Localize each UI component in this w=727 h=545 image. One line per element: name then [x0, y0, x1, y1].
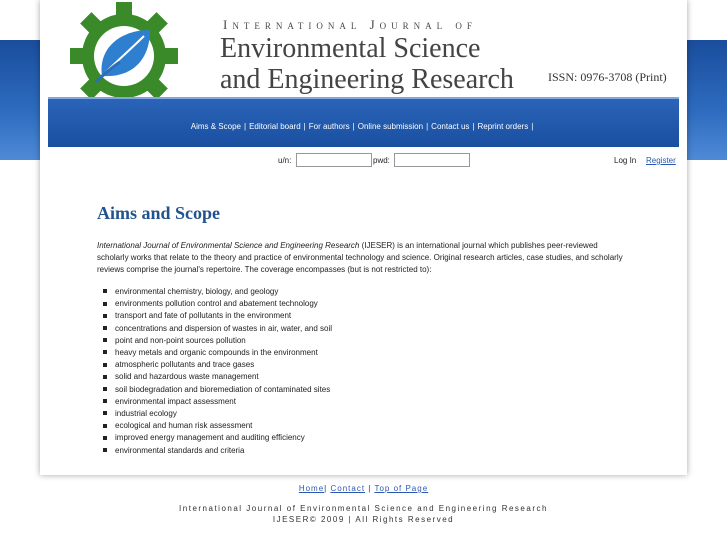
nav-contact-us[interactable]: Contact us [431, 122, 470, 131]
gear-leaf-logo-icon [66, 2, 182, 110]
list-item: improved energy management and auditing efficiency [103, 432, 630, 444]
main-nav: Aims & Scope | Editorial board | For authors | Online submission | Contact us | Reprint orders | [48, 97, 679, 147]
bullet-icon [103, 424, 107, 428]
bullet-icon [103, 436, 107, 440]
footer-copyright: IJESER© 2009 | All Rights Reserved [272, 515, 455, 524]
list-item: soil biodegradation and bioremediation of contaminated sites [103, 384, 630, 396]
intro-journal-name: International Journal of Environmental Science and Engineering Research [97, 241, 360, 250]
bullet-icon [103, 399, 107, 403]
list-item: environmental standards and criteria [103, 445, 630, 457]
nav-editorial-board[interactable]: Editorial board [249, 122, 301, 131]
username-label: u/n: [278, 156, 292, 165]
main-content [97, 203, 630, 457]
bullet-icon [103, 314, 107, 318]
topics-list [97, 286, 630, 457]
bullet-icon [103, 387, 107, 391]
list-item: heavy metals and organic compounds in the environment [103, 347, 630, 359]
username-input[interactable] [296, 153, 372, 167]
list-item: solid and hazardous waste management [103, 371, 630, 383]
nav-aims-scope[interactable]: Aims & Scope [190, 122, 241, 131]
intro-paragraph [97, 240, 630, 276]
nav-for-authors[interactable]: For authors [308, 122, 350, 131]
bullet-icon [103, 363, 107, 367]
list-item: atmospheric pollutants and trace gases [103, 359, 630, 371]
footer-top-link[interactable]: Top of Page [374, 484, 429, 493]
page-container [40, 0, 687, 475]
list-item: industrial ecology [103, 408, 630, 420]
footer-journal-name: International Journal of Environmental Science and Engineering Research [179, 504, 548, 513]
password-label: pwd: [373, 156, 390, 165]
issn-label: ISSN: 0976-3708 (Print) [548, 70, 667, 84]
footer-links: Home| Contact | Top of Page [298, 484, 429, 493]
bullet-icon [103, 448, 107, 452]
list-item: environmental impact assessment [103, 396, 630, 408]
footer-contact-link[interactable]: Contact [330, 484, 366, 493]
bullet-icon [103, 338, 107, 342]
bullet-icon [103, 326, 107, 330]
page-title: Aims and Scope [97, 203, 221, 223]
intro-text: (IJESER) is an international journal which publishes peer-reviewed scholarly works that relate to the theory and practice of environmental technology and science. Original research articles, case studies, and scholarly reviews comprise the journal's repertoire. The coverage encompasses (but is not restricted to): [97, 241, 623, 274]
list-item: environmental chemistry, biology, and geology [103, 286, 630, 298]
password-input[interactable] [394, 153, 470, 167]
bullet-icon [103, 289, 107, 293]
nav-online-submission[interactable]: Online submission [357, 122, 424, 131]
journal-title-line1: Environmental Science [220, 33, 481, 64]
login-button[interactable]: Log In [614, 156, 637, 165]
list-item: ecological and human risk assessment [103, 420, 630, 432]
list-item: concentrations and dispersion of wastes in air, water, and soil [103, 323, 630, 335]
bullet-icon [103, 375, 107, 379]
footer-home-link[interactable]: Home [298, 484, 325, 493]
journal-title-line2: and Engineering Research [220, 64, 514, 95]
nav-reprint-orders[interactable]: Reprint orders [477, 122, 529, 131]
journal-title-small: International Journal of [223, 17, 477, 32]
login-bar [40, 153, 687, 167]
register-link[interactable]: Register [646, 156, 676, 165]
list-item: environments pollution control and abatement technology [103, 298, 630, 310]
bullet-icon [103, 350, 107, 354]
bullet-icon [103, 302, 107, 306]
list-item: point and non-point sources pollution [103, 335, 630, 347]
bullet-icon [103, 411, 107, 415]
list-item: transport and fate of pollutants in the environment [103, 310, 630, 322]
